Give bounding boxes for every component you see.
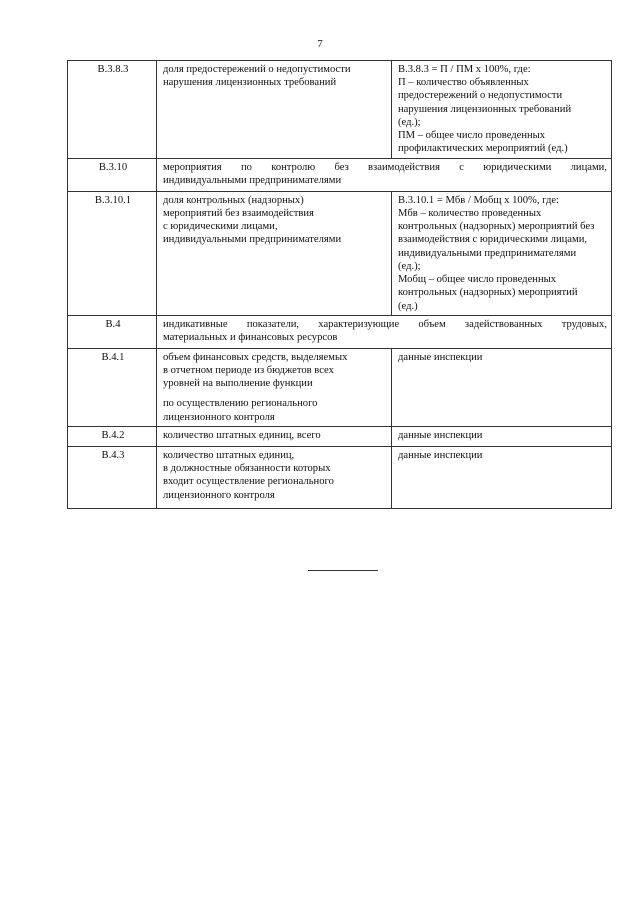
indicator-code: В.3.10: [68, 158, 157, 191]
table-row: [68, 61, 612, 159]
name-line: с юридическими лицами,: [163, 221, 278, 233]
page-number: 7: [317, 38, 323, 50]
indicator-group-name: [157, 315, 612, 348]
name-line: по осуществлению регионального: [163, 398, 318, 410]
formula-line: Мобщ – общее число проведенных: [398, 274, 557, 286]
indicator-name: [157, 191, 392, 315]
formula-line: контрольных (надзорных) мероприятий: [398, 287, 578, 299]
group-line: материальных и финансовых ресурсов: [163, 331, 338, 343]
formula-line: нарушения лицензионных требований: [398, 103, 572, 115]
indicator-formula: [392, 426, 612, 446]
formula-line: Мбв – количество проведенных: [398, 207, 542, 219]
name-line: доля предостережений о недопустимости: [163, 64, 351, 75]
table-row: [68, 191, 612, 315]
group-line: мероприятия по контролю без взаимодействия с юридическими лицами,: [163, 161, 607, 173]
name-line: уровней на выполнение функции: [163, 378, 313, 390]
table-row: [68, 446, 612, 508]
name-line: количество штатных единиц,: [163, 449, 295, 461]
group-line: индикативные показатели, характеризующие объем задействованных трудовых,: [163, 318, 607, 330]
formula-line: (ед.);: [398, 260, 421, 272]
indicator-formula: [392, 348, 612, 426]
formula-line: взаимодействия с юридическими лицами,: [398, 234, 588, 246]
formula-line: (ед.);: [398, 116, 421, 128]
name-line: доля контрольных (надзорных): [163, 194, 304, 206]
indicator-name: [157, 61, 392, 159]
name-line: нарушения лицензионных требований: [163, 77, 337, 89]
name-line: мероприятий без взаимодействия: [163, 207, 314, 219]
formula-line: предостережений о недопустимости: [398, 90, 563, 102]
table-row: [68, 348, 612, 426]
name-line: индивидуальными предпринимателями: [163, 234, 342, 246]
end-of-document-rule: [308, 570, 378, 571]
indicator-formula: [392, 191, 612, 315]
name-line: объем финансовых средств, выделяемых: [163, 351, 348, 363]
formula-line: В.3.8.3 = П / ПМ х 100%, где:: [398, 64, 531, 75]
formula-line: В.3.10.1 = Мбв / Мобщ х 100%, где:: [398, 194, 559, 206]
indicator-group-name: [157, 158, 612, 191]
indicator-formula: [392, 61, 612, 159]
formula-line: данные инспекции: [398, 449, 483, 461]
table-row: [68, 426, 612, 446]
formula-line: контрольных (надзорных) мероприятий без: [398, 221, 595, 233]
name-line: в должностные обязанности которых: [163, 463, 331, 475]
indicators-table: [67, 60, 612, 509]
formula-line: профилактических мероприятий (ед.): [398, 143, 568, 155]
indicator-name: [157, 348, 392, 426]
formula-line: П – количество объявленных: [398, 77, 529, 89]
table-row: [68, 158, 612, 191]
name-line: количество штатных единиц, всего: [163, 429, 321, 441]
indicator-name: [157, 426, 392, 446]
table-row: [68, 315, 612, 348]
formula-line: данные инспекции: [398, 351, 483, 363]
indicator-name: [157, 446, 392, 508]
name-line: в отчетном периоде из бюджетов всех: [163, 364, 334, 376]
indicator-formula: [392, 446, 612, 508]
name-line: входит осуществление регионального: [163, 476, 334, 488]
group-line: индивидуальными предпринимателями: [163, 174, 342, 186]
indicator-code: В.4.3: [68, 446, 157, 508]
indicator-code: В.4: [68, 315, 157, 348]
paragraph-gap: [163, 390, 387, 397]
formula-line: индивидуальными предпринимателями: [398, 247, 577, 259]
formula-line: данные инспекции: [398, 429, 483, 441]
indicator-code: В.3.8.3: [68, 61, 157, 159]
indicator-code: В.4.2: [68, 426, 157, 446]
formula-line: ПМ – общее число проведенных: [398, 130, 546, 142]
formula-line: (ед.): [398, 300, 418, 312]
indicator-code: В.4.1: [68, 348, 157, 426]
indicator-code: В.3.10.1: [68, 191, 157, 315]
name-line: лицензионного контроля: [163, 489, 275, 501]
name-line: лицензионного контроля: [163, 411, 275, 423]
